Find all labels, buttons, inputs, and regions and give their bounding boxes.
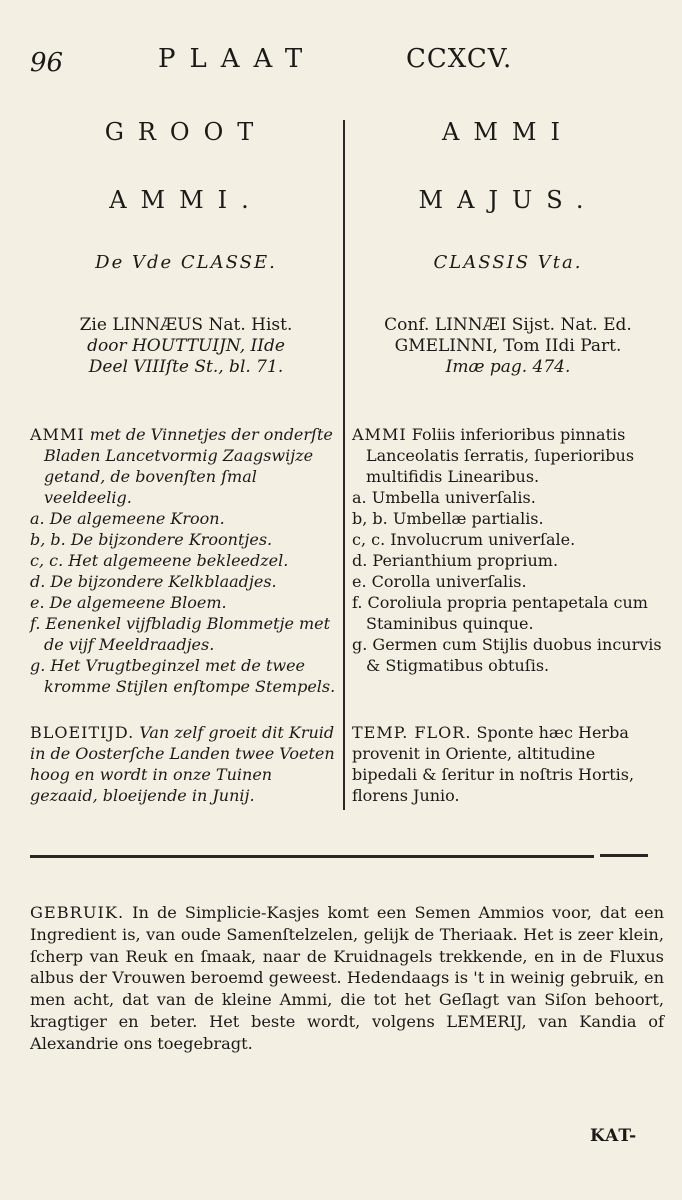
list-item: f. Eenenkel vijfbladig Blommetje met de vijf Meeldraadjes. xyxy=(30,614,331,654)
left-classe: De Vde CLASSE. xyxy=(95,252,277,273)
left-description xyxy=(30,424,342,697)
gebruik-text: In de Simplicie-Kasjes komt een Semen Ammios voor, dat een Ingredient is, van oude Samenſtelzelen, gelijk de Theriaak. Het is zeer klein, ſcherp van Reuk en ſmaak, naar de Kruidnagels trekkende, en in de Fluxus albus der Vrouwen beroemd geweest. Hedendaags is 't in weinig gebruik, en men acht, dat van de kleine Ammi, die tot het Geſlagt van Siſon behoort, kragtiger en beter. Het beste wordt, volgens LEMERIJ, van Kandia of Alexandrie ons toegebragt. xyxy=(30,903,664,1053)
right-title-2: MAJUS. xyxy=(418,186,598,214)
list-item: a. De algemeene Kroon. xyxy=(30,509,225,528)
left-ref-line: Deel VIIIſte St., bl. 71. xyxy=(88,357,284,377)
list-item: b, b. De bijzondere Kroontjes. xyxy=(30,530,273,549)
column-divider xyxy=(343,120,345,810)
left-ref-line: door HOUTTUIJN, IIde xyxy=(87,336,285,356)
right-reference xyxy=(352,315,664,378)
plate-label: PLAAT xyxy=(158,44,317,74)
temp-flor-paragraph xyxy=(352,722,664,806)
right-ref-line: GMELINNI, Tom IIdi Part. xyxy=(394,336,622,356)
bloeitijd-head: BLOEITIJD. xyxy=(30,723,135,742)
list-item: g. Germen cum Stijlis duobus incurvis & Stigmatibus obtuſis. xyxy=(352,635,662,675)
list-item: e. Corolla univerſalis. xyxy=(352,572,527,591)
list-item: d. De bijzondere Kelkblaadjes. xyxy=(30,572,277,591)
right-desc-paragraph xyxy=(352,424,664,487)
left-ref-line: Zie LINNÆUS Nat. Hist. xyxy=(79,315,293,335)
list-item: f. Coroliula propria pentapetala cum Staminibus quinque. xyxy=(352,593,648,633)
left-desc-head: AMMI xyxy=(30,425,85,444)
left-title-2: AMMI. xyxy=(109,186,263,214)
right-ref-line: Imæ pag. 474. xyxy=(445,357,571,377)
bloeitijd-text: Van zelf groeit dit Kruid in de Oosterſche Landen twee Voeten hoog en wordt in onze Tuinen gezaaid, bloeijende in Junij. xyxy=(30,723,335,805)
horizontal-rule xyxy=(30,855,594,858)
left-desc-text: met de Vinnetjes der onderſte Bladen Lancetvormig Zaagswijze getand, de bovenſten ſmal veeldeelig. xyxy=(44,425,333,507)
plate-number: CCXCV. xyxy=(406,44,513,74)
list-item: d. Perianthium proprium. xyxy=(352,551,559,570)
right-desc-head: AMMI xyxy=(352,425,407,444)
list-item: e. De algemeene Bloem. xyxy=(30,593,227,612)
left-bloeitijd xyxy=(30,722,342,806)
page-number: 96 xyxy=(30,48,64,78)
left-desc-paragraph xyxy=(30,424,342,508)
bloeitijd-paragraph xyxy=(30,722,342,806)
right-temp-flor xyxy=(352,722,664,806)
gebruik-head: GEBRUIK. xyxy=(30,903,125,922)
temp-flor-head: TEMP. FLOR. xyxy=(352,723,472,742)
list-item: c, c. Involucrum univerſale. xyxy=(352,530,576,549)
list-item: g. Het Vrugtbeginzel met de twee kromme Stijlen enſtompe Stempels. xyxy=(30,656,336,696)
list-item: a. Umbella univerſalis. xyxy=(352,488,536,507)
left-title-1: GROOT xyxy=(104,118,268,146)
left-reference xyxy=(30,315,342,378)
right-title-1: AMMI xyxy=(442,118,574,146)
right-classis: CLASSIS Vta. xyxy=(433,252,583,273)
temp-flor-text: Sponte hæc Herba provenit in Oriente, altitudine bipedali & ſeritur in noſtris Hortis, florens Junio. xyxy=(352,723,635,805)
right-description xyxy=(352,424,664,676)
gebruik-paragraph xyxy=(30,902,664,1055)
catchword: KAT- xyxy=(590,1126,638,1146)
list-item: c, c. Het algemeene bekleedzel. xyxy=(30,551,289,570)
right-desc-text: Foliis inferioribus pinnatis Lanceolatis ſerratis, ſuperioribus multifidis Linearibus. xyxy=(366,425,635,486)
horizontal-rule-end xyxy=(600,854,648,857)
list-item: b, b. Umbellæ partialis. xyxy=(352,509,544,528)
right-ref-line: Conf. LINNÆI Sijst. Nat. Ed. xyxy=(384,315,632,335)
